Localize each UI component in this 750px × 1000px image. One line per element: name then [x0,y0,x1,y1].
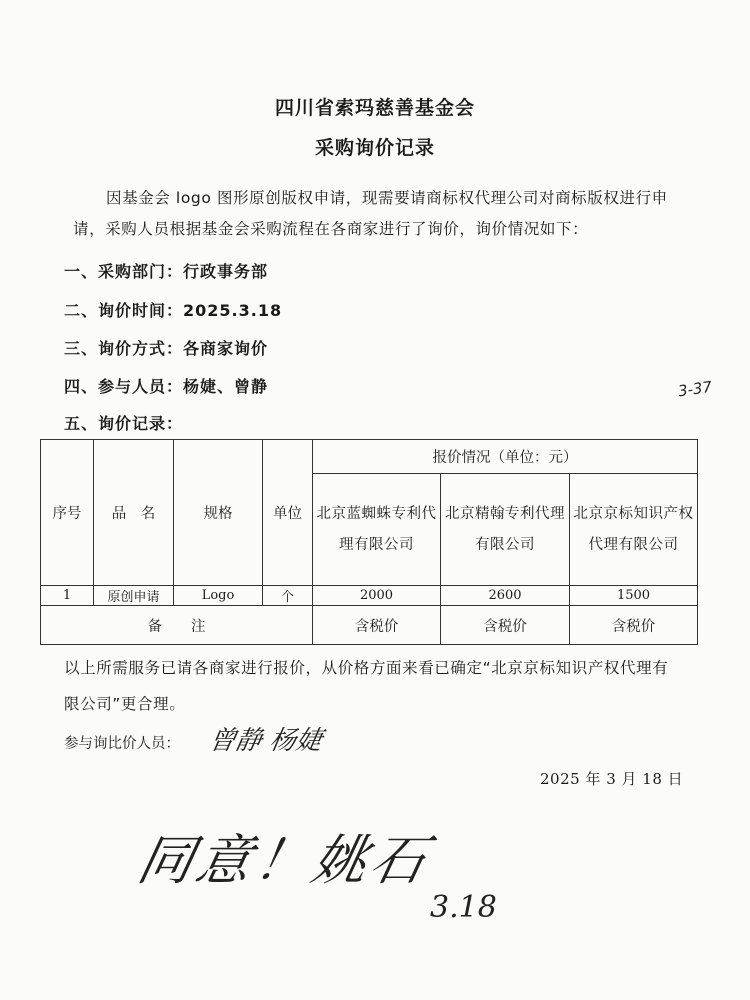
cell-price-2: 2600 [441,586,570,606]
cell-price-3: 1500 [570,586,698,606]
note-2: 含税价 [441,606,570,645]
item-time [64,298,282,321]
participants-signature: 曾静 杨婕 [206,726,325,756]
cell-price-1: 2000 [313,586,441,606]
item-label: 三、询价方式： [64,339,184,358]
header-spec: 规格 [174,440,263,586]
item-value: 各商家询价 [183,339,269,358]
conclusion-text: 以上所需服务已请各商家进行报价，从价格方面来看已确定“北京京标知识产权代理有限公司”更合理。 [64,659,669,713]
cell-seq: 1 [41,586,94,606]
item-value: 杨婕、曾静 [183,377,269,396]
item-label: 四、参与人员： [64,377,184,396]
item-records [64,411,183,434]
document-date: 2025 年 3 月 18 日 [540,770,684,788]
document-subtitle: 采购询价记录 [314,137,435,159]
item-label: 五、询价记录： [64,414,184,433]
approval-date: 3.18 [430,890,497,925]
item-department [64,259,268,282]
item-label: 二、询价时间： [64,301,184,320]
intro-paragraph [73,183,673,245]
note-row [41,606,698,645]
table-row [41,586,698,606]
header-unit: 单位 [263,440,313,586]
item-value: 2025.3.18 [183,301,283,320]
item-participants [64,374,268,397]
header-seq: 序号 [41,440,94,586]
item-method [64,336,268,359]
participants-label: 参与询比价人员： [64,736,180,752]
vendor-3: 北京京标知识产权代理有限公司 [570,474,698,586]
vendor-2: 北京精翰专利代理有限公司 [441,474,570,586]
header-name: 品 名 [94,440,174,586]
cell-unit: 个 [263,586,313,606]
approval-signature: 同意！姚石 [132,829,436,892]
item-value: 行政事务部 [183,262,269,281]
note-1: 含税价 [313,606,441,645]
quote-table [40,439,698,645]
note-3: 含税价 [570,606,698,645]
document-title: 四川省索玛慈善基金会 [274,97,475,119]
vendor-1: 北京蓝蜘蛛专利代理有限公司 [313,474,441,586]
item-label: 一、采购部门： [64,262,184,281]
note-label: 备 注 [41,606,313,645]
header-price-group: 报价情况（单位：元） [313,440,698,474]
cell-name: 原创申请 [94,586,174,606]
margin-note: 3-37 [676,377,714,401]
cell-spec: Logo [174,586,263,606]
intro-text: 因基金会 logo 图形原创版权申请，现需要请商标权代理公司对商标版权进行申请，采购人员根据基金会采购流程在各商家进行了询价，询价情况如下： [73,189,668,238]
